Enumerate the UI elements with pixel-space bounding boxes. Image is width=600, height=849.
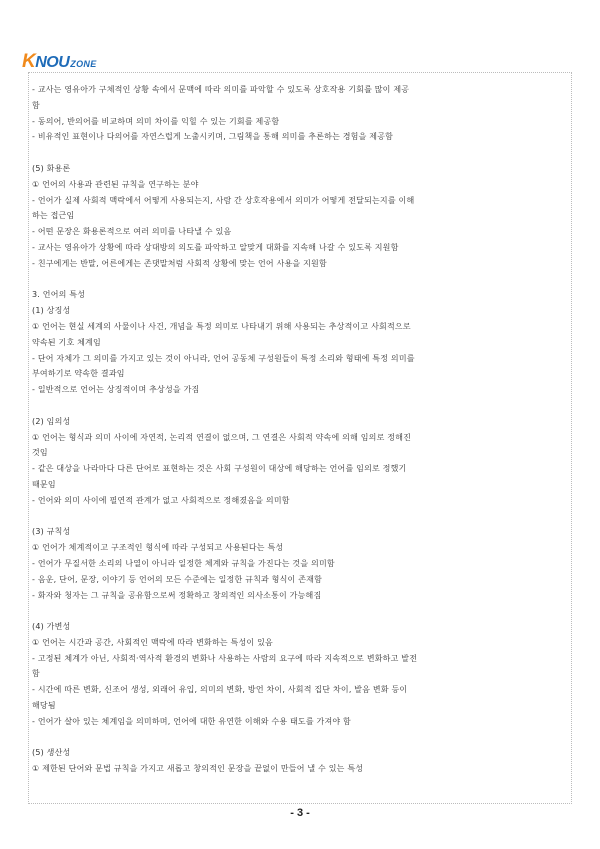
body-line: - 언어가 살아 있는 체계임을 의미하며, 언어에 대한 유연한 이해와 수용 태도를 가져야 함 <box>32 716 351 726</box>
blank-line <box>32 730 572 746</box>
body-line: - 동의어, 반의어를 비교하며 의미 차이를 익힐 수 있는 기회를 제공함 <box>32 116 280 126</box>
body-line: 함 <box>32 100 40 110</box>
body-line: 약속된 기호 체계임 <box>32 337 101 347</box>
body-line: (2) 임의성 <box>32 416 71 426</box>
logo-nou: NOU <box>35 54 70 71</box>
body-line: ① 언어의 사용과 관련된 규칙을 연구하는 분야 <box>32 179 199 189</box>
page-number: - 3 - <box>290 807 310 819</box>
body-line: ① 언어는 형식과 의미 사이에 자연적, 논리적 연결이 없으며, 그 연결은 사회적 약속에 의해 임의로 정해진 <box>32 432 412 442</box>
logo-zone: ZONE <box>70 59 97 69</box>
body-line: - 시간에 따른 변화, 신조어 생성, 외래어 유입, 의미의 변화, 방언 차이, 사회적 집단 차이, 발음 변화 등이 <box>32 685 408 695</box>
body-line: - 언어가 실제 사회적 맥락에서 어떻게 사용되는지, 사람 간 상호작용에서 의미가 어떻게 전달되는지를 이해 <box>32 195 415 205</box>
blank-line <box>32 603 572 619</box>
body-line: (5) 화용론 <box>32 163 71 173</box>
body-line: - 화자와 청자는 그 규칙을 공유함으로써 정확하고 창의적인 의사소통이 가능해짐 <box>32 590 322 600</box>
body-line: - 비유적인 표현이나 다의어를 자연스럽게 노출시키며, 그림책을 통해 의미를 추론하는 경험을 제공함 <box>32 132 394 142</box>
body-line: 해당됨 <box>32 701 56 711</box>
body-line: - 일반적으로 언어는 상징적이며 추상성을 가짐 <box>32 385 200 395</box>
body-line: 하는 접근임 <box>32 211 75 221</box>
body-line: - 언어가 무질서한 소리의 나열이 아니라 일정한 체계와 규칙을 가진다는 것을 의미함 <box>32 558 335 568</box>
body-line: (4) 가변성 <box>32 622 71 632</box>
body-line: (3) 규칙성 <box>32 527 71 537</box>
document-body <box>32 82 572 777</box>
body-line: - 친구에게는 반말, 어른에게는 존댓말처럼 사회적 상황에 맞는 언어 사용을 지원함 <box>32 258 327 268</box>
knouzone-logo <box>22 52 97 71</box>
blank-line <box>32 272 572 288</box>
body-line: (1) 상징성 <box>32 306 71 316</box>
body-line: - 같은 대상을 나라마다 다른 단어로 표현하는 것은 사회 구성원이 대상에 해당하는 언어를 임의로 정했기 <box>32 464 407 474</box>
body-line: - 교사는 영유아가 상황에 따라 상대방의 의도를 파악하고 알맞게 대화를 지속해 나갈 수 있도록 지원함 <box>32 242 399 252</box>
body-line: (5) 생산성 <box>32 748 71 758</box>
blank-line <box>32 398 572 414</box>
body-line: - 단어 자체가 그 의미를 가지고 있는 것이 아니라, 언어 공동체 구성원들이 특정 소리와 형태에 특정 의미를 <box>32 353 415 363</box>
body-line: - 음운, 단어, 문장, 이야기 등 언어의 모든 수준에는 일정한 규칙과 형식이 존재함 <box>32 574 322 584</box>
logo-k: K <box>22 51 36 72</box>
body-line: 3. 언어의 특성 <box>32 290 86 300</box>
body-line: - 교사는 영유아가 구체적인 상황 속에서 문맥에 따라 의미를 파악할 수 있도록 상호작용 기회를 많이 제공 <box>32 85 410 94</box>
body-line: ① 언어는 현실 세계의 사물이나 사건, 개념을 특정 의미로 나타내기 위해 사용되는 추상적이고 사회적으로 <box>32 321 411 331</box>
body-line: - 언어와 의미 사이에 필연적 관계가 없고 사회적으로 정해졌음을 의미함 <box>32 495 290 505</box>
body-line: ① 제한된 단어와 문법 규칙을 가지고 새롭고 창의적인 문장을 끝없이 만들어 낼 수 있는 특성 <box>32 764 364 774</box>
body-line: 부여하기로 약속한 결과임 <box>32 369 125 379</box>
blank-line <box>32 145 572 161</box>
body-line: 함 <box>32 669 40 679</box>
blank-line <box>32 509 572 525</box>
body-line: - 고정된 체계가 아닌, 사회적·역사적 환경의 변화나 사용하는 사람의 요구에 따라 지속적으로 변화하고 발전 <box>32 653 418 663</box>
body-line: 때문임 <box>32 479 56 489</box>
body-line: - 어떤 문장은 화용론적으로 여러 의미를 나타낼 수 있음 <box>32 227 232 237</box>
body-line: ① 언어는 시간과 공간, 사회적인 맥락에 따라 변화하는 특성이 있음 <box>32 637 273 647</box>
body-line: ① 언어가 체계적이고 구조적인 형식에 따라 구성되고 사용된다는 특성 <box>32 543 284 553</box>
body-line: 것임 <box>32 448 48 458</box>
